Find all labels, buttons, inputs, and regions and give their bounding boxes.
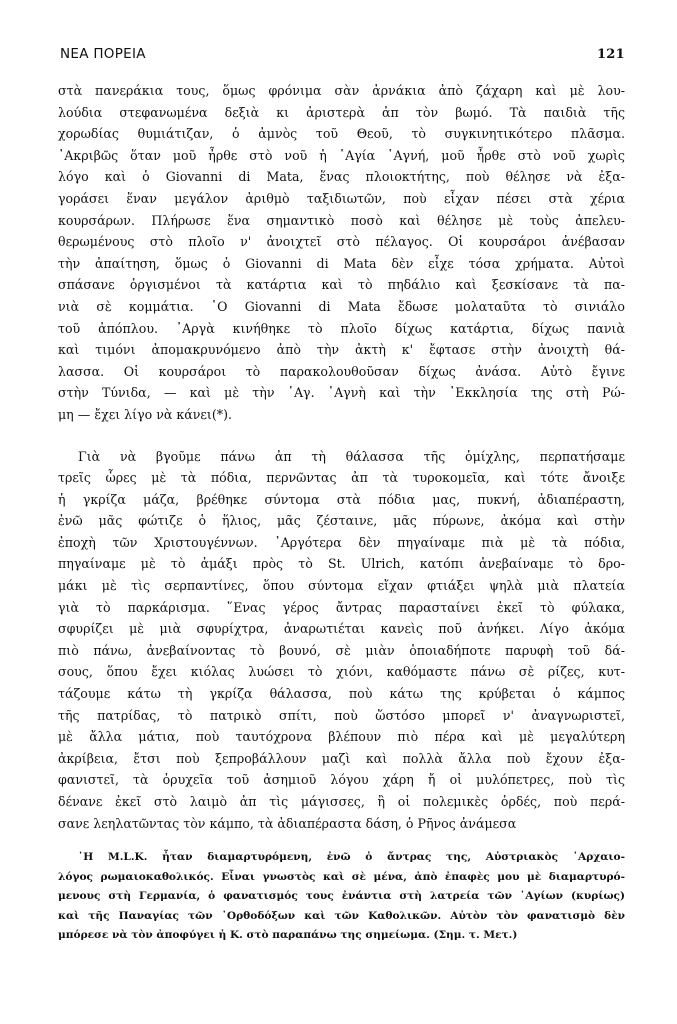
text-line: στὰ πανεράκια τους, ὅμως φρόνιμα σὰν ἀρνάκια ἀπὸ ζάχαρη καὶ μὲ λου- [58,83,625,98]
running-title: ΝΕΑ ΠΟΡΕΙΑ [60,46,146,62]
footnote [58,848,625,946]
text-line: κουρσάρων. Πλήρωσε ἕνα σημαντικὸ ποσὸ καὶ θέλησε μὲ τοὺς ἀπελευ- [58,212,625,228]
text-line: ῾Η M.L.K. ἦταν διαμαρτυρόμενη, ἐνῶ ὁ ἄντρας της, Αὐστριακὸς ᾿Αρχαιο- [78,851,625,864]
text-line: λασσα. Οἱ κουρσάροι τὸ παρακολουθοῦσαν δίχως ἀνάσα. Αὐτὸ ἔγινε [58,363,625,379]
text-line: ἀκρίβεια, ἔτσι ποὺ ξεπροβάλλουν μαζὶ καὶ πολλὰ ἄλλα ποὺ ἔχουν ἐξα- [58,750,625,766]
page-header [58,46,625,80]
text-line: ἡ γκρίζα μάζα, βρέθηκε σύντομα στὰ πόδια μας, πυκνή, ἀδιαπέραστη, [58,491,625,507]
text-line: τὴν ἀπαίτηση, ὅμως ὁ Giovanni di Mata δὲν εἶχε τόσα χρήματα. Αὐτοὶ [58,255,625,271]
text-line: σφυρίζει μὲ μιὰ σφυρίχτρα, ἀναρωτιέται κανεὶς ποῦ ἀνήκει. Λίγο ἀκόμα [58,621,625,637]
text-line: μάκι μὲ τὶς σερπαντίνες, ὅπου σύντομα εἴχαν φτιάξει ψηλὰ μιὰ πλατεία [58,578,625,594]
text-line: καὶ τῆς Παναγίας τῶν ᾿Ορθοδόξων καὶ τῶν Καθολικῶν. Αὐτὸν τὸν φανατισμὸ δὲν [58,909,625,922]
paragraph-1 [58,80,625,426]
text-line: μη — ἔχει λίγο νὰ κάνει(*). [58,406,233,422]
text-line: λούδια στεφανωμένα δεξιὰ κι ἀριστερὰ ἀπ τὸν βωμό. Τὰ παιδιὰ τῆς [58,104,625,120]
text-line: τρεῖς ὧρες μὲ τὰ πόδια, περνῶντας ἀπ τὰ τυροκομεῖα, καὶ τότε ἄνοιξε [58,470,625,486]
text-line: τοῦ ἀπόπλου. ᾿Αργὰ κινήθηκε τὸ πλοῖο δίχως κατάρτια, δίχως πανιὰ [58,320,625,336]
text-line: σπάσανε ὀργισμένοι τὰ κατάρτια καὶ τὸ πηδάλιο καὶ ξεσκίσανε τὰ πα- [58,277,625,293]
text-line: γοράσει ἕναν μεγάλον ἀριθμὸ ταξιδιωτῶν, ποὺ εἶχαν πέσει στὰ χέρια [58,190,625,206]
text-line: λόγος ρωμαιοκαθολικός. Εἶναι γνωστὸς καὶ σὲ μένα, ἀπὸ ἐπαφὲς μου μὲ διαμαρτυρό- [58,870,625,883]
text-line: χορωδίας θυμιάτιζαν, ὁ ἀμνὸς τοῦ Θεοῦ, τὸ συγκινητικότερο πλᾶσμα. [58,126,625,142]
text-line: λόγο καὶ ὁ Giovanni di Mata, ἕνας πλοιοκτήτης, ποὺ θέλησε νὰ ἐξα- [58,169,625,185]
text-line: φανιστεῖ, τὰ ὀρυχεῖα τοῦ ἀσημιοῦ λόγου χάρη ἤ οἱ μυλόπετρες, ποὺ τὶς [58,772,625,788]
text-line: ἐποχὴ τῶν Χριστουγέννων. ᾿Αργότερα δὲν πηγαίναμε πιὰ μὲ τὰ πόδια, [58,534,625,550]
text-line: μὲ ἄλλα μάτια, ποὺ ταυτόχρονα βλέπουν πιὸ πέρα καὶ μὲ μεγαλύτερη [58,729,625,745]
text-line: μπόρεσε νὰ τὸν ἀποφύγει ἡ Κ. στὸ παραπάνω της σημείωμα. (Σημ. τ. Μετ.) [58,929,518,942]
text-line: θερωμένους στὸ πλοῖο ν' ἀνοιχτεῖ στὸ πέλαγος. Οἱ κουρσάροι ἀνέβασαν [58,234,625,250]
text-line: πιὸ πάνω, ἀνεβαίνοντας τὸ βουνό, σὲ μιὰν ὁποιαδήποτε παρυφὴ τοῦ δά- [58,642,625,658]
paragraph-2 [58,446,625,835]
text-line: στὴν Τύνιδα, — καὶ μὲ τὴν ῾Αγ. ῾Αγνὴ καὶ τὴν ᾿Εκκλησία της στὴ Ρώ- [58,385,625,401]
text-line: τῆς πατρίδας, τὸ πατρικὸ σπίτι, ποὺ ὥστόσο μπορεῖ ν' ἀναγνωριστεῖ, [58,707,625,723]
page-number: 121 [596,47,625,62]
text-line: ἐνῶ μᾶς φώτιζε ὁ ἥλιος, μᾶς ζέσταινε, μᾶς πύρωνε, ἀκόμα καὶ στὴν [58,513,625,529]
text-line: σανε λεηλατῶντας τὸν κάμπο, τὰ ἀδιαπέραστα δάση, ὁ Ρῆνος ἀνάμεσα [58,815,517,831]
text-line: τάζουμε κάτω τὴ γκρίζα θάλασσα, ποὺ κάτω της κρύβεται ὁ κάμπος [58,686,625,702]
text-line: σους, ὅπου ἔχει κιόλας λυώσει τὸ χιόνι, καθόμαστε πάνω σὲ ρίζες, κυτ- [58,664,625,680]
text-line: μενους στὴ Γερμανία, ὁ φανατισμός τους ἐνάντια στὴ λατρεία τῶν ῾Αγίων (κυρίως) [58,890,625,903]
text-line: Γιὰ νὰ βγοῦμε πάνω ἀπ τὴ θάλασσα τῆς ὁμίχλης, περπατήσαμε [78,448,625,464]
text-line: καὶ τιμόνι ἀπομακρυνόμενο ἀπὸ τὴν ἀκτὴ κ' ἔφτασε στὴν ἀνοιχτὴ θά- [58,342,625,358]
text-line: δένανε ἐκεῖ στὸ λαιμὸ ἀπ τὶς μάγισσες, ἢ οἱ πολεμικὲς ὀρδές, ποὺ περά- [58,794,625,809]
text-line: νιὰ σὲ κομμάτια. ῾Ο Giovanni di Mata ἔδωσε μολαταῦτα τὸ σινιάλο [58,298,625,314]
text-line: πηγαίναμε μὲ τὸ ἁμάξι πρὸς τὸ St. Ulrich, κατόπι ἀνεβαίναμε τὸ δρο- [58,556,625,572]
text-line: γιὰ τὸ παρκάρισμα. ῞Ενας γέρος ἄντρας παρασταίνει ἐκεῖ τὸ φύλακα, [58,599,625,615]
text-line: ᾿Ακριβῶς ὅταν μοῦ ἦρθε στὸ νοῦ ἡ ῾Αγία ῾Αγνή, μοῦ ἦρθε στὸ νοῦ χωρὶς [58,147,625,163]
